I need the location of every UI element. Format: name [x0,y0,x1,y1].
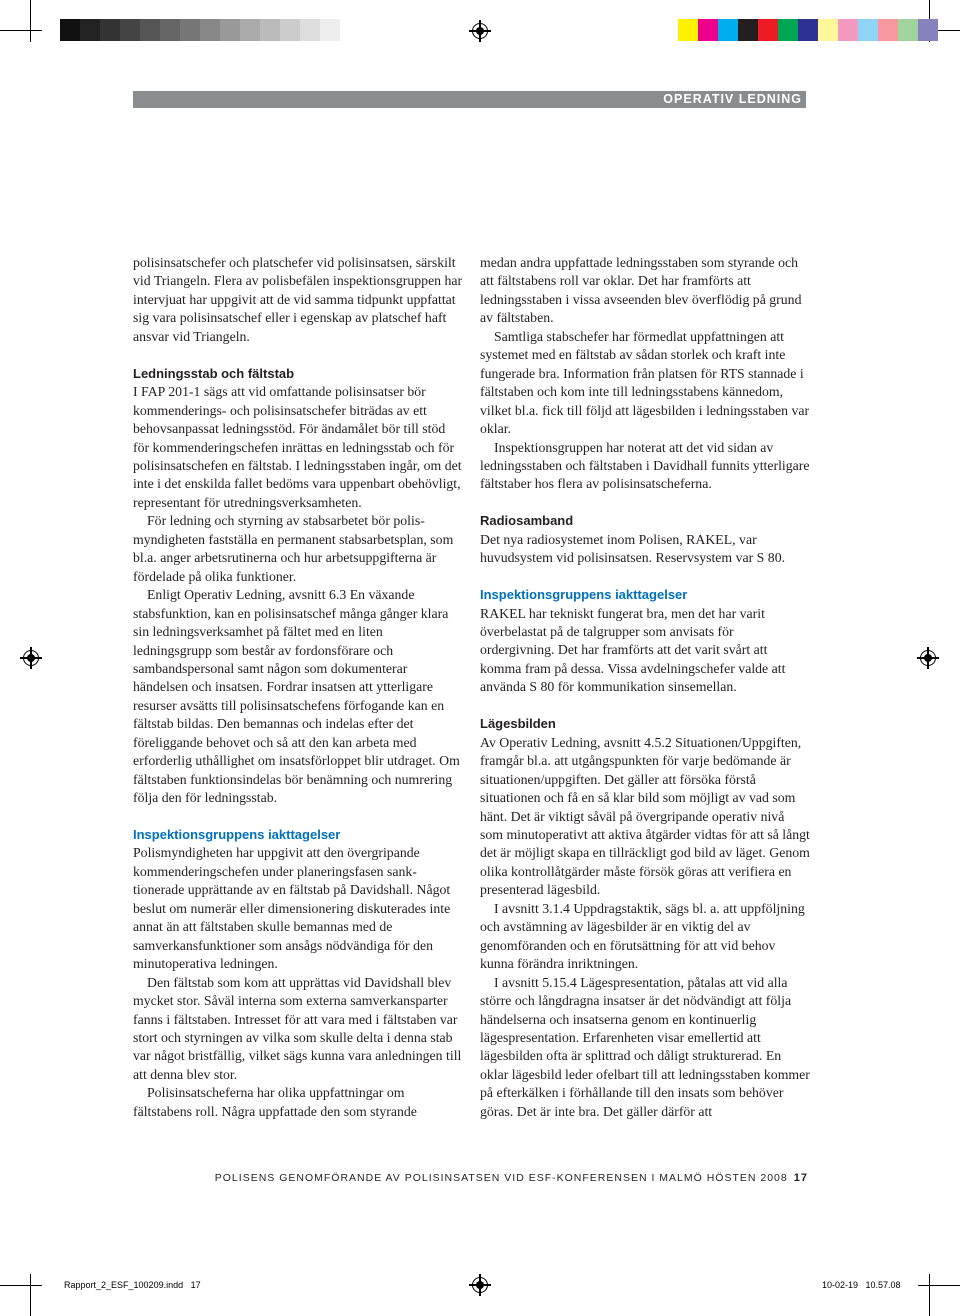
body-paragraph: I avsnitt 3.1.4 Uppdragstaktik, sägs bl. a. att uppföljning och avstämning av lägesbilder är en viktig del av genomföranden och en förutsättning för att vid behov kunna förändra inriktningen. [480,900,805,972]
crop-mark [918,1285,960,1286]
registration-mark-icon [23,650,39,666]
page-number: 17 [793,1172,808,1184]
page-footer [215,1172,808,1184]
body-paragraph: medan andra uppfattade ledningsstaben som styrande och att fältstabens roll var oklar. Det har framförts att ledningsstaben i vissa avseenden blev överflödig på grund av fältstaben. [480,255,802,326]
body-paragraph: I avsnitt 5.15.4 Lägespresentation, påtalas att vid alla större och långdragna insatser är det nödvändigt att följa händelserna och insatserna genom en kontinuerlig lägespresentation. Erfarenheten visar emellertid att lägesbilden ofta är splittrad och dåligt strukturerad. En oklar lägesbild leder ofelbart till att ledningsstaben kommer på efterkälken i förhållande till den insats som behöver göras. Det är inte bra. Det gäller därför att [480,974,810,1119]
body-paragraph: Polisinsatscheferna har olika uppfattningar om fältstabens roll. Några uppfattade den som styrande [133,1085,417,1119]
crop-mark [0,30,42,31]
registration-mark-icon [472,1277,488,1293]
body-paragraph: Enligt Operativ Ledning, avsnitt 6.3 En växande stabsfunktion, kan en polisinsatschef många gånger klara sin ledningsverksamhet på fältet med en liten ledningsgrupp som består av fordonsförare och sambandspersonal samt någon som dokumenterar händelsen och insatsen. Fordrar insatsen att ytterligare resurser avsätts till polisinsatschefens förfogande kan en fältstab bildas. Den bemannas och indelas efter det föreliggande behovet och så att den kan arbeta med erforderlig uthållighet om insatsförloppet blir utdraget. Om fältstaben funktionsindelas bör benämning och numrering följa den för ledningsstab. [133,587,460,806]
body-paragraph: För ledning och styrning av stabsarbetet bör polismyndigheten fastställa en permanent stabsarbetsplan, som bl.a. anger arbetsrutinerna och hur arbetsuppgifterna är fördelade på olika funktioner. [133,513,454,584]
crop-mark [929,1274,930,1316]
crop-mark [0,1285,42,1286]
crop-mark [30,0,31,42]
left-column [133,254,463,1121]
body-paragraph: Samtliga stabschefer har förmedlat uppfattningen att systemet med en fältstab av sådan storlek och kraft inte fungerade bra. Information från platsen för RTS stannade i fältstaben och kom inte till ledningsstabens kännedom, vilket bl.a. fick till följd att lägesbilden i ledningsstaben var oklar. [480,328,810,437]
section-header-bar [133,91,806,108]
grayscale-color-bar [60,19,340,41]
heading-inspektionsgruppens-iakttagelser: Inspektionsgruppens iakttagelser [133,827,341,843]
slug-filename: Rapport_2_ESF_100209.indd 17 [64,1280,201,1290]
crop-mark [30,1274,31,1316]
body-paragraph: Den fältstab som kom att upprättas vid Davidshall blev mycket stor. Såväl interna som externa samverkansparter fanns i fältstaben. Intresset för att vara med i fältstaben var stort och styrningen av vilka som skulle delta i denna stab var något bristfällig, vilket sägs kunna vara anledningen till att denna blev stor. [133,974,462,1082]
body-paragraph: Inspektionsgruppen har noterat att det vid sidan av ledningsstaben och fältstaben i Davidhall funnits ytterligare fältstaber hos flera av polisinsatscheferna. [480,439,810,492]
registration-mark-icon [472,23,488,39]
body-paragraph: RAKEL har tekniskt fungerat bra, men det har varit överbelastat på de talgrupper som anvisats för ordergivning. Det har framförts att det varit svårt att komma fram på dessa. Vissa avdelningschefer valde att använda S 80 för kommunikation sinsemellan. [480,605,786,695]
heading-inspektionsgruppens-iakttagelser: Inspektionsgruppens iakttagelser [480,587,688,603]
heading-lagesbilden: Lägesbilden [480,716,556,732]
body-paragraph: Av Operativ Ledning, avsnitt 4.5.2 Situationen/Uppgiften, framgår bl.a. att utgångspunkten för varje bedömande är situationen/uppgiften. Det gäller att försöka förstå situationen och få en så klar bild som möjligt av vad som hänt. Det är viktigt såväl på övergripande operativ nivå som minutoperativt att aktiva åtgärder vidtas för att så långt det är möjligt skapa en tillräckligt god bild av läget. Genom olika kontrollåtgärder måste försök göras att verifiera en presenterad lägesbild. [480,734,810,898]
body-paragraph: I FAP 201-1 sägs att vid omfattande polisinsatser bör kommenderings- och polisinsatschefer biträdas av ett behovsanpassat ledningsstöd. För ändamålet bör till stöd för kommenderingschefen inrättas en ledningsstab och för polisinsatschefen en fältstab. I ledningsstaben ingår, om det inte i det enskilda fallet bedöms vara uppenbart obehövligt, representant för utredningsverksamheten. [133,384,462,510]
right-column [480,254,810,1121]
slug-timestamp: 10-02-19 10.57.08 [822,1280,901,1290]
section-title: OPERATIV LEDNING [663,92,802,106]
running-title: POLISENS GENOMFÖRANDE AV POLISINSATSEN VID ESF-KONFERENSEN I MALMÖ HÖSTEN 2008 [214,1172,788,1184]
process-color-bar [678,19,938,41]
heading-radiosamband: Radiosamband [480,513,574,529]
heading-ledningsstab: Ledningsstab och fältstab [133,365,295,381]
intro-paragraph: polisinsatschefer och platschefer vid polisinsatsen, särskilt vid Triangeln. Flera av polisbefälen inspektionsgruppen har intervjuat har uppgivit att de vid samma tidpunkt uppfattat sig vara polisinsatschef eller i egenskap av platschef haft ansvar vid Triangeln. [133,255,463,344]
body-paragraph: Polismyndigheten har uppgivit att den övergripande kommenderingschefen under planeringsfasen sanktionerade upprättande av en fältstab på Davidshall. Något beslut om numerär eller dimensionering diskuterades inte annat än att fältstaben skulle bemannas med de samverkansfunktioner som ansågs nödvändiga för den minutoperativa ledningen. [133,845,451,972]
body-paragraph: Det nya radiosystemet inom Polisen, RAKEL, var huvudsystem vid polisinsatsen. Reservsystem var S 80. [480,531,786,566]
registration-mark-icon [920,650,936,666]
